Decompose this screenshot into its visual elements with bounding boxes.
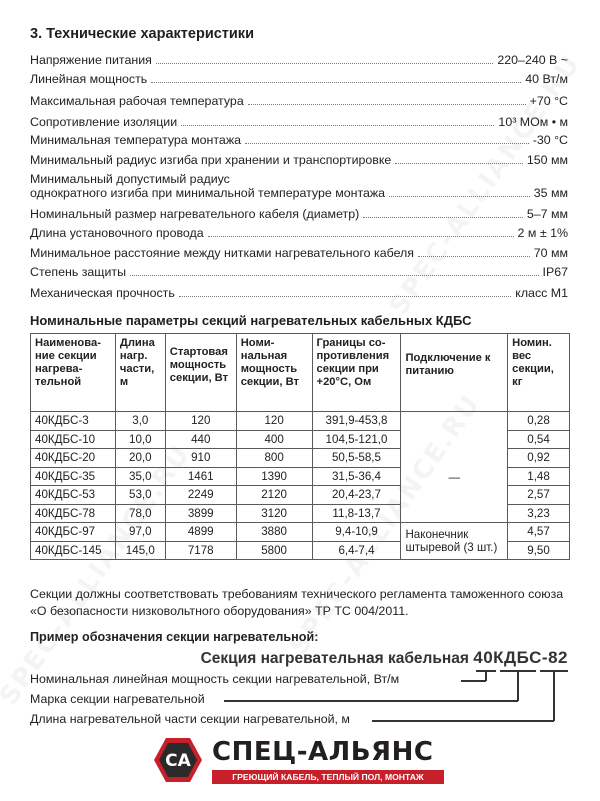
column-header: Границы со-противления секции при +20°С, Ом [312, 334, 401, 412]
spec-label: Напряжение питания [30, 53, 152, 67]
logo-icon [152, 736, 204, 784]
cell-name: 40КДБС-10 [31, 430, 116, 449]
spec-row [30, 286, 568, 300]
cell-length: 145,0 [115, 541, 165, 560]
connector-line [485, 671, 487, 681]
spec-value: -30 °С [532, 133, 568, 147]
connector-line [553, 671, 555, 721]
column-header: Стартовая мощность секции, Вт [165, 334, 236, 412]
example-prefix: Секция нагревательная кабельная [200, 650, 469, 667]
spec-label: Минимальное расстояние между нитками нагревательного кабеля [30, 246, 414, 260]
example-heading: Пример обозначения секции нагревательной: [30, 630, 319, 644]
spec-value: +70 °С [529, 94, 568, 108]
spec-label: Механическая прочность [30, 286, 175, 300]
spec-row [30, 133, 568, 147]
cell-connection: Наконечник штыревой (3 шт.) [401, 523, 508, 560]
spec-row [30, 246, 568, 260]
leader-dots [130, 275, 539, 276]
spec-label: Минимальный допустимый радиус [30, 172, 230, 186]
leader-dots [395, 163, 523, 164]
column-header: Номин. вес секции, кг [508, 334, 570, 412]
svg-text:СА: СА [165, 751, 191, 771]
table-title: Номинальные параметры секций нагревательных кабельных КДБС [30, 313, 472, 328]
cell-length: 3,0 [115, 412, 165, 431]
spec-value: 150 мм [526, 153, 568, 167]
leader-dots [245, 143, 529, 144]
leader-dots [156, 63, 494, 64]
leader-dots [418, 256, 530, 257]
spec-value: 5–7 мм [526, 207, 568, 221]
cell-length: 20,0 [115, 449, 165, 468]
spec-label: Максимальная рабочая температура [30, 94, 244, 108]
spec-value: 70 мм [533, 246, 568, 260]
cell-nominal-power: 120 [236, 412, 312, 431]
spec-row [30, 94, 568, 108]
column-header: Номи-нальная мощность секции, Вт [236, 334, 312, 412]
leader-dots [363, 217, 523, 218]
cell-name: 40КДБС-145 [31, 541, 116, 560]
cell-connection: — [401, 412, 508, 523]
spec-value: IP67 [542, 265, 568, 279]
cell-resistance: 20,4-23,7 [312, 486, 401, 505]
cell-start-power: 440 [165, 430, 236, 449]
table-row [31, 523, 570, 542]
leader-dots [389, 196, 530, 197]
legend-power: Номинальная линейная мощность секции нагревательной, Вт/м [30, 672, 400, 686]
spec-label: Минимальный радиус изгиба при хранении и транспортировке [30, 153, 392, 167]
cell-name: 40КДБС-97 [31, 523, 116, 542]
cell-start-power: 4899 [165, 523, 236, 542]
spec-row [30, 53, 568, 67]
cell-length: 10,0 [115, 430, 165, 449]
cell-start-power: 7178 [165, 541, 236, 560]
cell-weight: 9,50 [508, 541, 570, 560]
cell-weight: 2,57 [508, 486, 570, 505]
column-header: Подключение к питанию [401, 334, 508, 412]
compliance-note: Секции должны соответствовать требованиям технического регламента таможенного союза «О безопасности низковольтного оборудования» ТР ТС 004/2011. [30, 587, 564, 618]
spec-label: Номинальный размер нагревательного кабеля (диаметр) [30, 207, 360, 221]
cell-resistance: 6,4-7,4 [312, 541, 401, 560]
section-heading: 3. Технические характеристики [30, 26, 254, 42]
cell-length: 78,0 [115, 504, 165, 523]
spec-row [30, 207, 568, 221]
params-table [30, 333, 570, 560]
cell-nominal-power: 400 [236, 430, 312, 449]
spec-value: 10³ МОм • м [498, 115, 568, 129]
legend-length: Длина нагревательной части секции нагревательной, м [30, 712, 350, 726]
cell-start-power: 1461 [165, 467, 236, 486]
cell-resistance: 11,8-13,7 [312, 504, 401, 523]
connector-line [224, 700, 518, 702]
leader-dots [179, 296, 511, 297]
spec-row [30, 153, 568, 167]
column-header: Длина нагр. части, м [115, 334, 165, 412]
logo-name: СПЕЦ-АЛЬЯНС [212, 737, 434, 767]
cell-weight: 0,28 [508, 412, 570, 431]
cell-nominal-power: 3880 [236, 523, 312, 542]
cell-nominal-power: 1390 [236, 467, 312, 486]
cell-name: 40КДБС-3 [31, 412, 116, 431]
cell-nominal-power: 3120 [236, 504, 312, 523]
cell-resistance: 104,5-121,0 [312, 430, 401, 449]
cell-name: 40КДБС-78 [31, 504, 116, 523]
leader-dots [151, 82, 521, 83]
example-code: 40КДБС-82 [473, 648, 568, 667]
spec-value: 35 мм [533, 186, 568, 200]
legend-brand: Марка секции нагревательной [30, 692, 205, 706]
cell-start-power: 910 [165, 449, 236, 468]
cell-weight: 4,57 [508, 523, 570, 542]
spec-label: Минимальная температура монтажа [30, 133, 241, 147]
cell-nominal-power: 2120 [236, 486, 312, 505]
spec-row [30, 265, 568, 279]
spec-label: Линейная мощность [30, 72, 148, 86]
spec-value: класс М1 [515, 286, 568, 300]
leader-dots [208, 236, 514, 237]
spec-row [30, 72, 568, 86]
table-header-row [31, 334, 570, 412]
spec-value: 40 Вт/м [525, 72, 568, 86]
cell-resistance: 9,4-10,9 [312, 523, 401, 542]
cell-resistance: 31,5-36,4 [312, 467, 401, 486]
cell-start-power: 2249 [165, 486, 236, 505]
spec-label: Степень защиты [30, 265, 126, 279]
cell-name: 40КДБС-35 [31, 467, 116, 486]
company-logo [152, 734, 452, 790]
cell-name: 40КДБС-53 [31, 486, 116, 505]
cell-nominal-power: 800 [236, 449, 312, 468]
cell-weight: 0,92 [508, 449, 570, 468]
spec-row [30, 115, 568, 129]
cell-resistance: 391,9-453,8 [312, 412, 401, 431]
cell-resistance: 50,5-58,5 [312, 449, 401, 468]
spec-value: 2 м ± 1% [517, 226, 568, 240]
table-row [31, 412, 570, 431]
cell-length: 53,0 [115, 486, 165, 505]
spec-label: Длина установочного провода [30, 226, 204, 240]
cell-length: 35,0 [115, 467, 165, 486]
cell-nominal-power: 5800 [236, 541, 312, 560]
logo-tagline: ГРЕЮЩИЙ КАБЕЛЬ, ТЕПЛЫЙ ПОЛ, МОНТАЖ [212, 770, 444, 784]
spec-row [30, 226, 568, 240]
connector-line [372, 720, 554, 722]
connector-line [461, 680, 486, 682]
leader-dots [248, 104, 526, 105]
column-header: Наименова-ние секции нагрева-тельной [31, 334, 116, 412]
spec-label: однократного изгиба при минимальной температуре монтажа [30, 186, 386, 200]
connector-line [517, 671, 519, 701]
cell-weight: 0,54 [508, 430, 570, 449]
cell-start-power: 3899 [165, 504, 236, 523]
spec-row [30, 172, 568, 200]
cell-weight: 3,23 [508, 504, 570, 523]
cell-length: 97,0 [115, 523, 165, 542]
cell-weight: 1,48 [508, 467, 570, 486]
example-designation [201, 648, 568, 668]
spec-value: 220–240 В ~ [497, 53, 568, 67]
spec-label: Сопротивление изоляции [30, 115, 178, 129]
leader-dots [181, 125, 494, 126]
cell-start-power: 120 [165, 412, 236, 431]
cell-name: 40КДБС-20 [31, 449, 116, 468]
